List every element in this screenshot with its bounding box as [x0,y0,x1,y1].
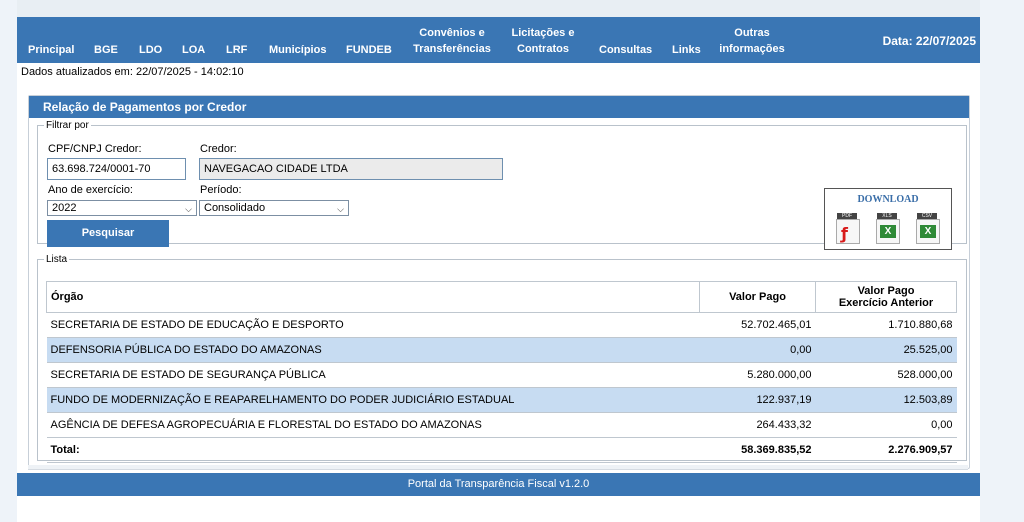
cell-orgao: FUNDO DE MODERNIZAÇÃO E REAPARELHAMENTO DO PODER JUDICIÁRIO ESTADUAL [47,388,700,413]
table-row [47,388,957,413]
csv-logo-icon: X [920,225,936,238]
nav-outras-informacoes[interactable] [719,25,785,57]
page-background-right [980,0,1024,522]
page-background-left [0,0,17,522]
csv-file-body [916,219,940,244]
cell-valor-pago: 52.702.465,01 [700,313,816,338]
cell-valor-pago: 0,00 [700,338,816,363]
excel-logo-icon: X [880,225,896,238]
nav-loa[interactable]: LOA [182,44,206,56]
cell-orgao: DEFENSORIA PÚBLICA DO ESTADO DO AMAZONAS [47,338,700,363]
download-title: DOWNLOAD [857,194,919,205]
cell-orgao: SECRETARIA DE ESTADO DE SEGURANÇA PÚBLICA [47,363,700,388]
nav-outras-line2: informações [719,43,785,55]
table-row [47,413,957,438]
pdf-download-icon[interactable] [835,213,859,243]
table-row [47,313,957,338]
cell-valor-pago: 5.280.000,00 [700,363,816,388]
credor-label: Credor: [200,143,237,155]
credor-input[interactable] [199,158,503,180]
cell-valor-pago: 122.937,19 [700,388,816,413]
nav-convenios[interactable] [411,25,493,57]
search-button[interactable]: Pesquisar [47,220,169,247]
xls-file-body [876,219,900,244]
header-valor-pago: Valor Pago [700,282,816,313]
periodo-select-value: Consolidado [204,202,266,214]
list-legend: Lista [46,254,68,265]
ano-select-value: 2022 [52,202,77,214]
cell-valor-anterior: 1.710.880,68 [816,313,957,338]
filter-legend: Filtrar por [46,120,89,131]
nav-outras-line1: Outras [734,27,770,39]
nav-convenios-line2: Transferências [413,43,491,55]
cell-valor-anterior: 0,00 [816,413,957,438]
ano-select[interactable] [47,200,197,216]
payments-table [46,281,957,463]
data-updated-text: Dados atualizados em: 22/07/2025 - 14:02:10 [21,66,244,78]
total-valor-pago: 58.369.835,52 [700,438,816,463]
periodo-label: Período: [200,184,242,196]
pdf-file-body [836,219,860,244]
cpf-label: CPF/CNPJ Credor: [48,143,142,155]
filter-fieldset [37,120,967,244]
top-banner-strip [17,0,980,17]
panel-title: Relação de Pagamentos por Credor [29,96,969,118]
cell-valor-pago: 264.433,32 [700,413,816,438]
header-valor-anterior-line1: Valor Pago [857,285,915,297]
xls-download-icon[interactable] [875,213,899,243]
panel-bottom-divider [28,465,968,470]
nav-licitacoes-line2: Contratos [517,43,569,55]
cell-valor-anterior: 528.000,00 [816,363,957,388]
nav-municipios[interactable]: Municípios [269,44,327,56]
main-navigation [17,17,980,63]
table-row [47,363,957,388]
cpf-input[interactable] [47,158,186,180]
current-date: Data: 22/07/2025 [882,34,976,48]
pdf-tag: PDF [837,213,857,219]
chevron-down-icon: ⌵ [337,204,344,214]
table-header-row [47,282,957,313]
header-valor-anterior-line2: Exercício Anterior [838,297,934,309]
nav-licitacoes-line1: Licitações e [511,27,575,39]
cell-orgao: SECRETARIA DE ESTADO DE EDUCAÇÃO E DESPORTO [47,313,700,338]
pdf-logo-icon: ƒ [841,224,848,243]
csv-tag: CSV [917,213,937,219]
nav-lrf[interactable]: LRF [226,44,248,56]
header-valor-anterior [816,282,957,313]
cell-valor-anterior: 25.525,00 [816,338,957,363]
nav-licitacoes[interactable] [509,25,577,57]
table-row [47,338,957,363]
total-label: Total: [47,438,700,463]
cell-valor-anterior: 12.503,89 [816,388,957,413]
chevron-down-icon: ⌵ [185,204,192,214]
total-valor-anterior: 2.276.909,57 [816,438,957,463]
xls-tag: XLS [877,213,897,219]
nav-bge[interactable]: BGE [94,44,118,56]
periodo-select[interactable] [199,200,349,216]
ano-label: Ano de exercício: [48,184,133,196]
nav-principal[interactable]: Principal [28,44,75,56]
list-fieldset [37,254,967,461]
header-orgao: Órgão [47,282,700,313]
payments-panel [28,95,970,469]
footer: Portal da Transparência Fiscal v1.2.0 [17,473,980,496]
nav-convenios-line1: Convênios e [419,27,485,39]
nav-ldo[interactable]: LDO [139,44,163,56]
download-box [824,188,952,250]
cell-orgao: AGÊNCIA DE DEFESA AGROPECUÁRIA E FLORESTAL DO ESTADO DO AMAZONAS [47,413,700,438]
page-container [17,0,980,522]
csv-download-icon[interactable] [915,213,939,243]
nav-links[interactable]: Links [672,44,701,56]
table-total-row [47,438,957,463]
nav-fundeb[interactable]: FUNDEB [346,44,392,56]
nav-consultas[interactable]: Consultas [599,44,653,56]
